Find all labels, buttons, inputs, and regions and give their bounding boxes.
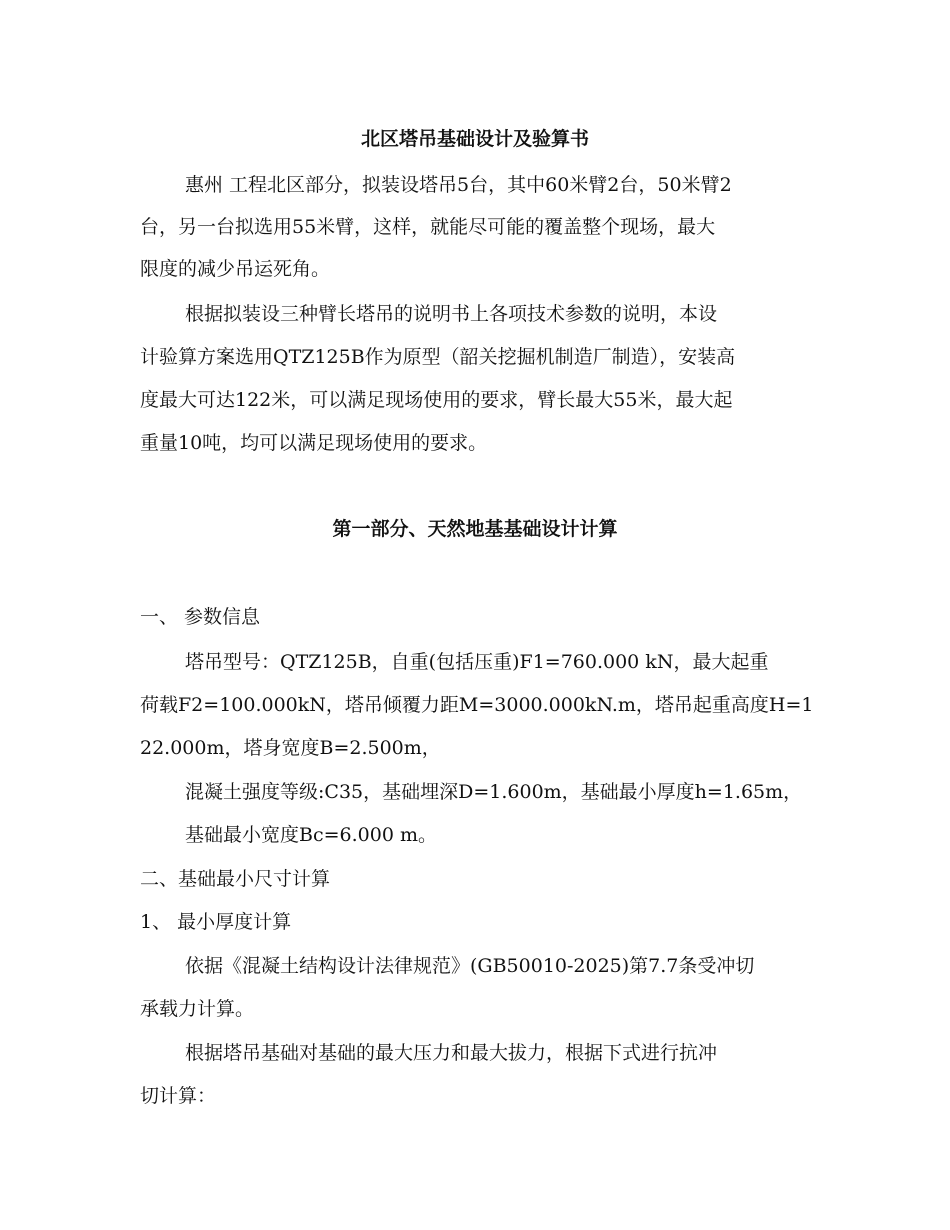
section-1-heading: 一、 参数信息 <box>140 606 261 628</box>
intro-paragraph-2-line-1: 根据拟装设三种臂长塔吊的说明书上各项技术参数的说明，本设 <box>185 303 718 325</box>
intro-paragraph-1-line-1: 惠州 工程北区部分，拟装设塔吊5台，其中60米臂2台，50米臂2 <box>185 174 732 196</box>
param-line-1: 塔吊型号：QTZ125B，自重(包括压重)F1=760.000 kN，最大起重 <box>185 651 769 673</box>
intro-paragraph-1-line-3: 限度的减少吊运死角。 <box>140 258 331 280</box>
param-line-5: 基础最小宽度Bc=6.000 m。 <box>185 824 437 846</box>
param-line-3: 22.000m，塔身宽度B=2.500m， <box>140 737 441 759</box>
intro-paragraph-1-line-2: 台，另一台拟选用55米臂，这样，就能尽可能的覆盖整个现场，最大 <box>140 216 716 238</box>
intro-paragraph-2-line-4: 重量10吨，均可以满足现场使用的要求。 <box>140 432 488 454</box>
calc-paragraph-2-line-1: 根据塔吊基础对基础的最大压力和最大拔力，根据下式进行抗冲 <box>185 1042 718 1064</box>
calc-paragraph-1-line-2: 承载力计算。 <box>140 998 255 1020</box>
param-line-4: 混凝土强度等级:C35，基础埋深D=1.600m，基础最小厚度h=1.65m， <box>185 781 803 803</box>
subsection-1-heading: 1、 最小厚度计算 <box>140 911 292 933</box>
param-line-2: 荷载F2=100.000kN，塔吊倾覆力距M=3000.000kN.m，塔吊起重高度H=1 <box>140 694 814 716</box>
intro-paragraph-2-line-2: 计验算方案选用QTZ125B作为原型（韶关挖掘机制造厂制造），安装高 <box>140 346 736 368</box>
section-2-heading: 二、基础最小尺寸计算 <box>140 868 331 890</box>
part1-title: 第一部分、天然地基基础设计计算 <box>332 518 618 540</box>
document-title: 北区塔吊基础设计及验算书 <box>360 128 589 150</box>
calc-paragraph-2-line-2: 切计算： <box>140 1085 217 1107</box>
intro-paragraph-2-line-3: 度最大可达122米，可以满足现场使用的要求，臂长最大55米，最大起 <box>140 389 733 411</box>
calc-paragraph-1-line-1: 依据《混凝土结构设计法律规范》(GB50010-2025)第7.7条受冲切 <box>185 955 755 977</box>
